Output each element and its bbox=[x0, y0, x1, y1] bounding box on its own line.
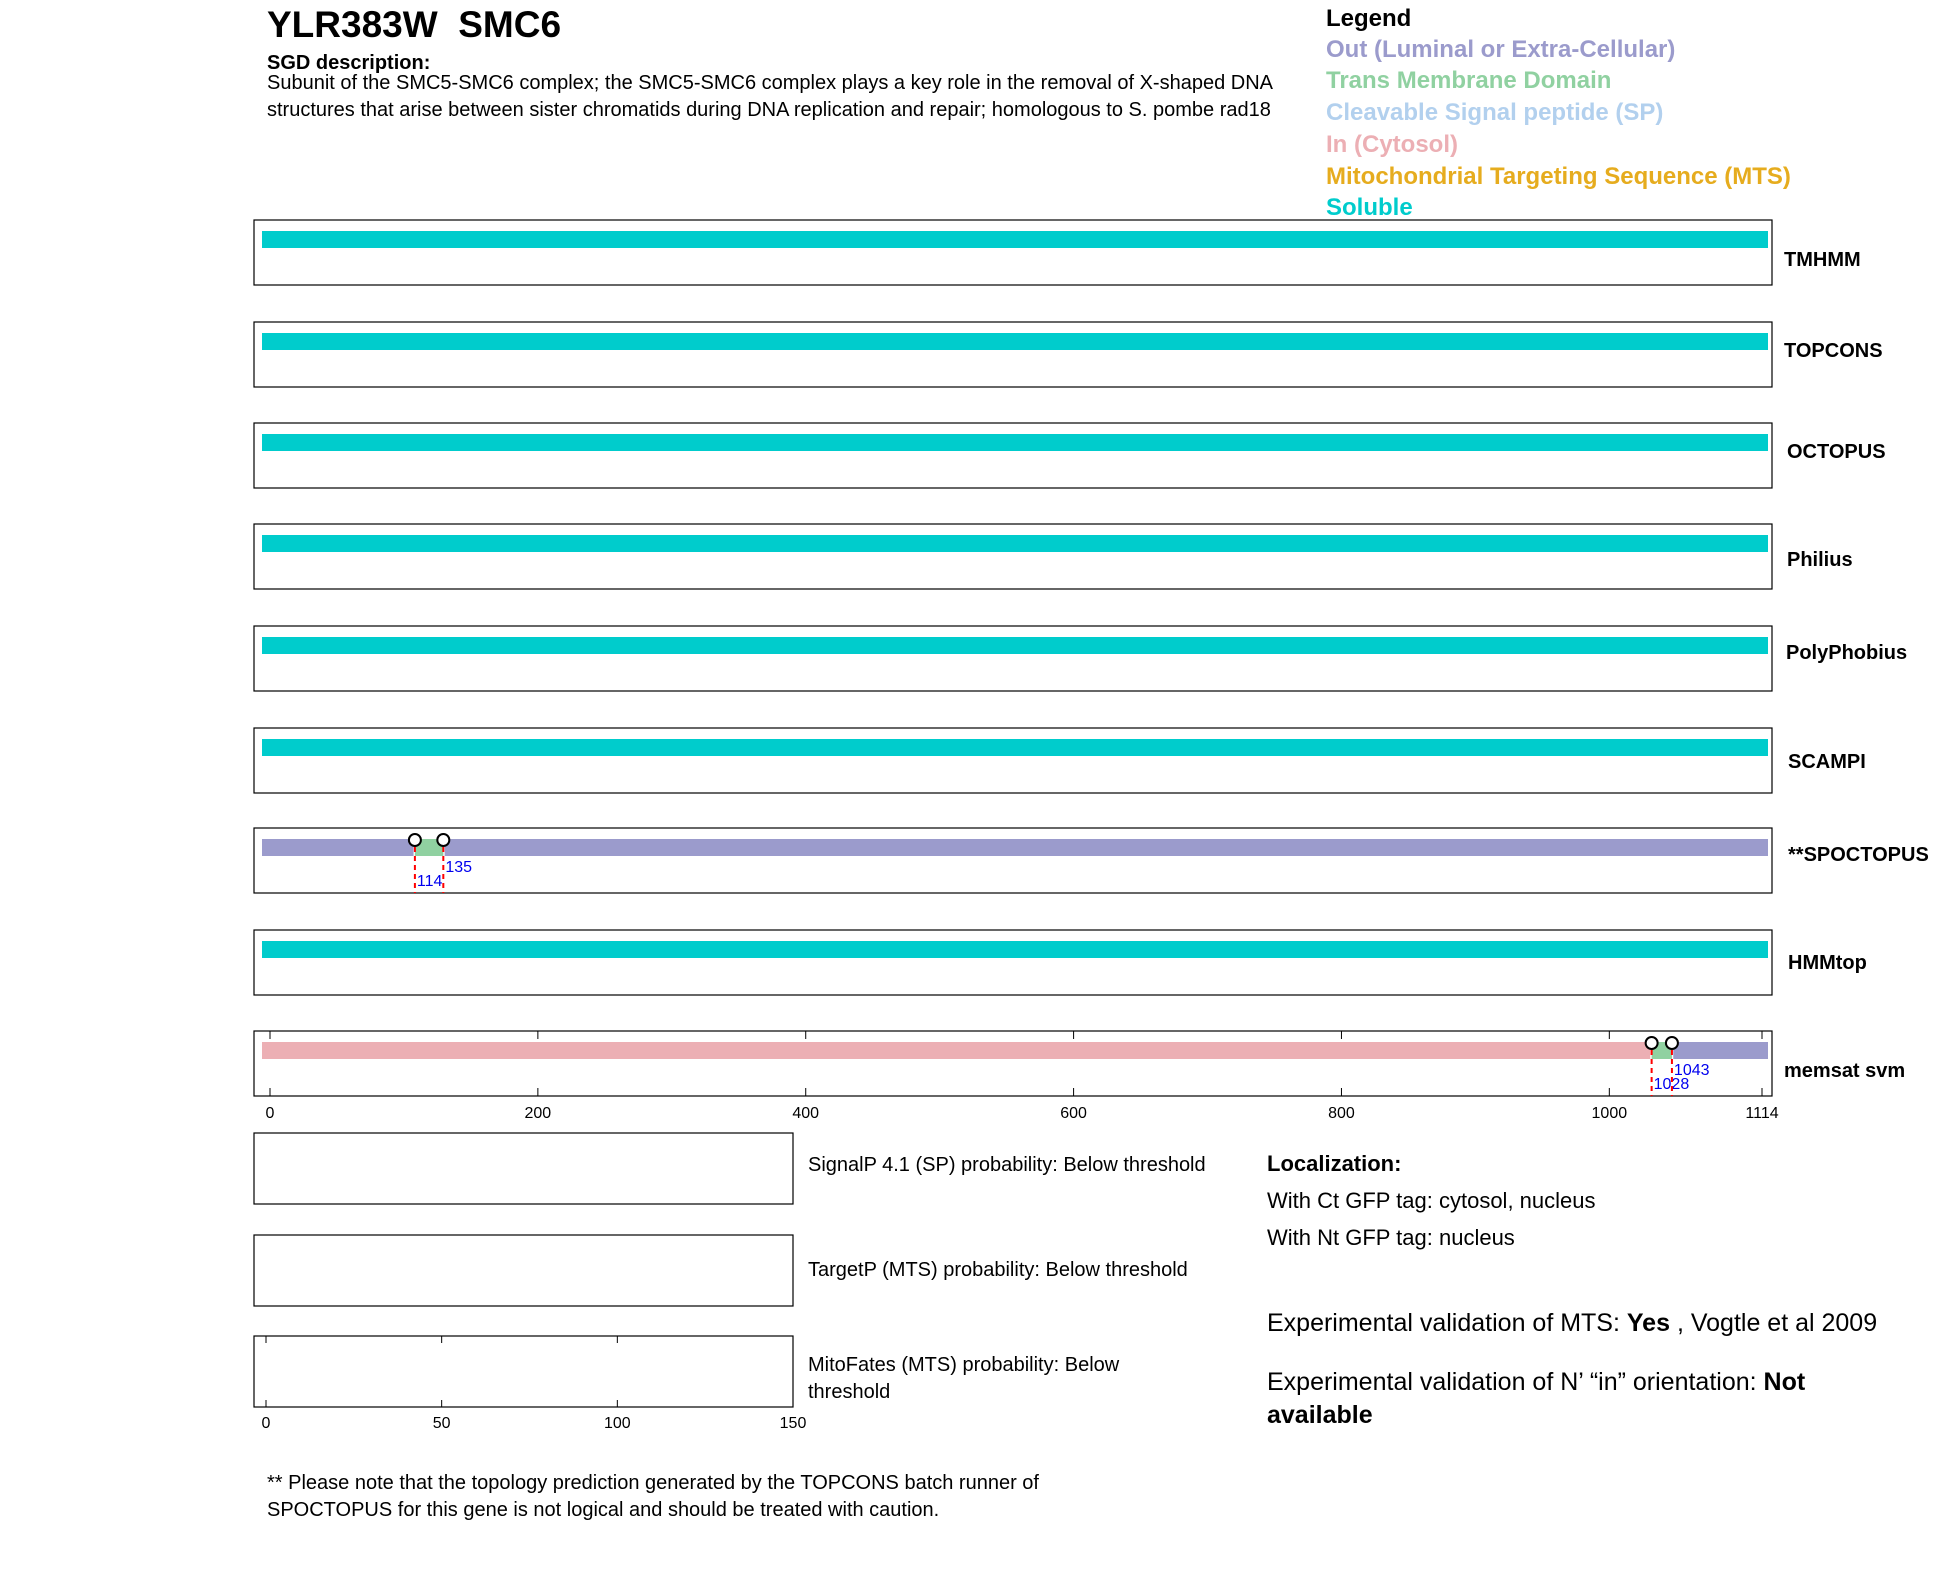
track-label: TMHMM bbox=[1784, 249, 1861, 271]
description-text: Subunit of the SMC5-SMC6 complex; the SMC5-SMC6 complex plays a key role in the removal of X-shaped DNA structures that arise between sister chromatids during DNA replication and repair; homologous to S. pombe rad18 bbox=[267, 72, 1272, 121]
probability-panel bbox=[254, 1336, 793, 1407]
segment-soluble bbox=[262, 637, 1768, 654]
track-label: OCTOPUS bbox=[1787, 441, 1886, 463]
description-heading: SGD description: bbox=[267, 52, 431, 74]
small-axis-tick-label: 0 bbox=[261, 1415, 271, 1432]
track-frame bbox=[254, 626, 1772, 691]
axis-tick-label: 600 bbox=[1060, 1105, 1087, 1122]
probability-panel bbox=[254, 1133, 793, 1204]
gene-name: SMC6 bbox=[458, 4, 562, 45]
mts-validation-prefix: Experimental validation of MTS: bbox=[1267, 1309, 1627, 1337]
axis-tick-label: 800 bbox=[1328, 1105, 1355, 1122]
track-label: SCAMPI bbox=[1788, 751, 1866, 773]
segment-out bbox=[1673, 1042, 1768, 1059]
segment-soluble bbox=[262, 231, 1768, 248]
orientation-validation bbox=[1267, 1366, 1907, 1432]
gene-id: YLR383W bbox=[267, 4, 438, 45]
segment-soluble bbox=[262, 941, 1768, 958]
legend-soluble: Soluble bbox=[1326, 194, 1413, 221]
axis-tick-label: 1114 bbox=[1745, 1105, 1779, 1122]
mitofates-text: MitoFates (MTS) probability: Below threshold bbox=[808, 1354, 1120, 1403]
localization-ct-gfp: With Ct GFP tag: cytosol, nucleus bbox=[1267, 1188, 1596, 1213]
marker-label: 1043 bbox=[1673, 1062, 1710, 1079]
marker-circle bbox=[1666, 1037, 1678, 1049]
localization-nt-gfp: With Nt GFP tag: nucleus bbox=[1267, 1225, 1515, 1250]
probability-panel bbox=[254, 1235, 793, 1306]
track-frame bbox=[254, 1031, 1772, 1096]
axis-tick-label: 400 bbox=[792, 1105, 820, 1122]
track-label: memsat svm bbox=[1784, 1060, 1906, 1082]
footnote: ** Please note that the topology prediction generated by the TOPCONS batch runner of SPOCTOPUS for this gene is not logical and should be treated with caution. bbox=[267, 1472, 1039, 1521]
legend-out: Out (Luminal or Extra-Cellular) bbox=[1326, 36, 1676, 63]
track-label: TOPCONS bbox=[1784, 340, 1883, 362]
localization-heading: Localization: bbox=[1267, 1151, 1402, 1176]
track-label: HMMtop bbox=[1788, 952, 1867, 974]
marker-label: 1028 bbox=[1653, 1076, 1690, 1093]
track-frame bbox=[254, 728, 1772, 793]
track-frame bbox=[254, 322, 1772, 387]
segment-soluble bbox=[262, 739, 1768, 756]
targetp-text: TargetP (MTS) probability: Below threshold bbox=[808, 1259, 1188, 1281]
marker-label: 135 bbox=[445, 859, 473, 876]
track-frame bbox=[254, 423, 1772, 488]
orientation-validation-prefix: Experimental validation of N’ “in” orientation: bbox=[1267, 1368, 1764, 1396]
legend-sp: Cleavable Signal peptide (SP) bbox=[1326, 99, 1664, 126]
marker-circle bbox=[437, 834, 449, 846]
legend-mts: Mitochondrial Targeting Sequence (MTS) bbox=[1326, 163, 1791, 190]
marker-circle bbox=[409, 834, 421, 846]
axis-tick-label: 0 bbox=[265, 1105, 275, 1122]
legend-in: In (Cytosol) bbox=[1326, 131, 1458, 158]
small-axis-tick-label: 150 bbox=[779, 1415, 807, 1432]
segment-soluble bbox=[262, 434, 1768, 451]
signalp-text: SignalP 4.1 (SP) probability: Below threshold bbox=[808, 1154, 1206, 1176]
axis-tick-label: 200 bbox=[524, 1105, 552, 1122]
segment-soluble bbox=[262, 535, 1768, 552]
track-frame bbox=[254, 930, 1772, 995]
track-frame bbox=[254, 524, 1772, 589]
axis-tick-label: 1000 bbox=[1591, 1105, 1628, 1122]
marker-circle bbox=[1646, 1037, 1658, 1049]
mts-validation-suffix: , Vogtle et al 2009 bbox=[1670, 1309, 1878, 1337]
segment-soluble bbox=[262, 333, 1768, 350]
track-frame bbox=[254, 828, 1772, 893]
segment-out bbox=[262, 839, 414, 856]
track-label: Philius bbox=[1787, 549, 1853, 571]
mts-validation bbox=[1267, 1307, 1907, 1340]
orientation-validation-value: Not available bbox=[1267, 1368, 1806, 1429]
track-frame bbox=[254, 220, 1772, 285]
track-label: **SPOCTOPUS bbox=[1788, 844, 1929, 866]
segment-out bbox=[445, 839, 1768, 856]
mts-validation-value: Yes bbox=[1626, 1309, 1670, 1337]
small-axis-tick-label: 50 bbox=[432, 1415, 451, 1432]
segment-in bbox=[262, 1042, 1650, 1059]
track-label: PolyPhobius bbox=[1786, 642, 1908, 664]
small-axis-tick-label: 100 bbox=[603, 1415, 631, 1432]
marker-label: 114 bbox=[416, 873, 443, 890]
legend-tm: Trans Membrane Domain bbox=[1326, 67, 1612, 94]
legend-title: Legend bbox=[1326, 5, 1412, 32]
